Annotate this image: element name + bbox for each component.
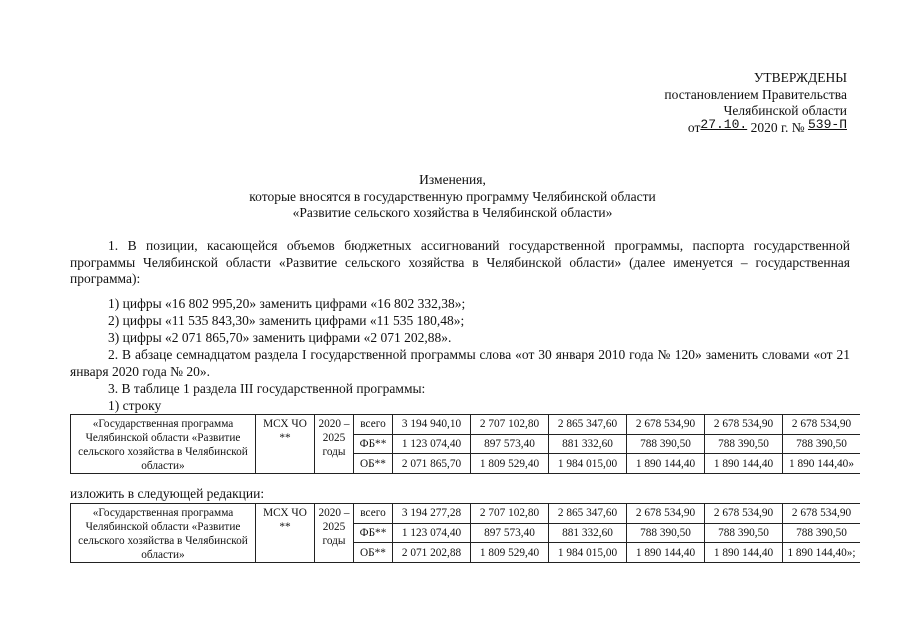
value-cell: 1 809 529,40	[471, 454, 549, 474]
value-cell: 2 071 202,88	[393, 543, 471, 563]
value-cell: 2 865 347,60	[549, 415, 627, 435]
paragraph-1-item-1: 1) цифры «16 802 995,20» заменить цифрами «16 802 332,38»;	[108, 296, 466, 311]
value-cell: 3 194 277,28	[393, 504, 471, 524]
value-cell: 2 678 534,90	[627, 415, 705, 435]
value-cell: 1 984 015,00	[549, 454, 627, 474]
executor-cell: МСХ ЧО **	[256, 415, 315, 474]
value-cell: 2 678 534,90	[783, 504, 861, 524]
value-cell: 1 809 529,40	[471, 543, 549, 563]
value-cell: 1 890 144,40»;	[783, 543, 861, 563]
approval-year: 2020 г. №	[750, 119, 805, 135]
value-cell: 788 390,50	[783, 523, 861, 543]
paragraph-1-item-2: 2) цифры «11 535 843,30» заменить цифрами «11 535 180,48»;	[108, 313, 465, 328]
value-cell: 1 890 144,40	[627, 543, 705, 563]
value-cell: 2 707 102,80	[471, 415, 549, 435]
approval-date: 27.10.	[700, 116, 748, 132]
approval-from-label: от	[687, 119, 701, 135]
value-cell: 2 865 347,60	[549, 504, 627, 524]
approval-heading: УТВЕРЖДЕНЫ	[753, 70, 847, 85]
value-cell: 2 678 534,90	[705, 415, 783, 435]
value-cell: 788 390,50	[783, 434, 861, 454]
value-cell: 2 678 534,90	[783, 415, 861, 435]
title-line-3: «Развитие сельского хозяйства в Челябинской области»	[292, 205, 613, 220]
paragraph-2: 2. В абзаце семнадцатом раздела I государственной программы слова «от 30 января 2010 года № 120» заменить словами «от 21 января 2020 года № 20».	[70, 347, 850, 379]
value-cell: 1 890 144,40	[627, 454, 705, 474]
value-cell: 788 390,50	[705, 523, 783, 543]
approval-date-line	[664, 116, 847, 138]
program-name-cell: «Государственная программа Челябинской области «Развитие сельского хозяйства в Челябинской области»	[71, 504, 256, 563]
value-cell: 2 071 865,70	[393, 454, 471, 474]
funding-kind-cell: ОБ**	[354, 543, 393, 563]
value-cell: 1 123 074,40	[393, 523, 471, 543]
title-line-2: которые вносятся в государственную программу Челябинской области	[249, 188, 656, 204]
funding-kind-cell: ОБ**	[354, 454, 393, 474]
value-cell: 881 332,60	[549, 523, 627, 543]
document-title	[0, 172, 905, 222]
value-cell: 1 890 144,40»	[783, 454, 861, 474]
executor-cell: МСХ ЧО **	[256, 504, 315, 563]
value-cell: 881 332,60	[549, 434, 627, 454]
replace-instruction: изложить в следующей редакции:	[70, 486, 265, 501]
value-cell: 1 123 074,40	[393, 434, 471, 454]
approval-block	[664, 70, 847, 137]
value-cell: 788 390,50	[627, 434, 705, 454]
value-cell: 788 390,50	[705, 434, 783, 454]
paragraph-1: 1. В позиции, касающейся объемов бюджетных ассигнований государственной программы, паспорта государственной программы Челябинской области «Развитие сельского хозяйства в Челябинской области» (далее именуется – государственная программа):	[70, 238, 850, 286]
value-cell: 3 194 940,10	[393, 415, 471, 435]
value-cell: 2 678 534,90	[627, 504, 705, 524]
funding-kind-cell: ФБ**	[354, 434, 393, 454]
program-name-cell: «Государственная программа Челябинской области «Развитие сельского хозяйства в Челябинской области»	[71, 415, 256, 474]
value-cell: 1 890 144,40	[705, 543, 783, 563]
table-old-row	[70, 414, 860, 474]
funding-kind-cell: ФБ**	[354, 523, 393, 543]
paragraph-3: 3. В таблице 1 раздела III государственной программы:	[108, 381, 426, 396]
funding-kind-cell: всего	[354, 504, 393, 524]
value-cell: 897 573,40	[471, 434, 549, 454]
years-cell: 2020 – 2025 годы	[315, 415, 354, 474]
value-cell: 897 573,40	[471, 523, 549, 543]
approval-number: 539-П	[807, 116, 847, 132]
value-cell: 2 707 102,80	[471, 504, 549, 524]
title-line-1: Изменения,	[419, 172, 486, 187]
value-cell: 2 678 534,90	[705, 504, 783, 524]
value-cell: 1 890 144,40	[705, 454, 783, 474]
paragraph-1-item-3: 3) цифры «2 071 865,70» заменить цифрами «2 071 202,88».	[108, 330, 452, 345]
approval-line-resolution: постановлением Правительства	[664, 86, 847, 102]
value-cell: 788 390,50	[627, 523, 705, 543]
table-new-row	[70, 503, 860, 563]
value-cell: 1 984 015,00	[549, 543, 627, 563]
table-row	[71, 504, 861, 524]
paragraph-3-item-1: 1) строку	[108, 398, 162, 413]
years-cell: 2020 – 2025 годы	[315, 504, 354, 563]
funding-kind-cell: всего	[354, 415, 393, 435]
table-row	[71, 415, 861, 435]
approval-line-region: Челябинской области	[723, 103, 847, 118]
